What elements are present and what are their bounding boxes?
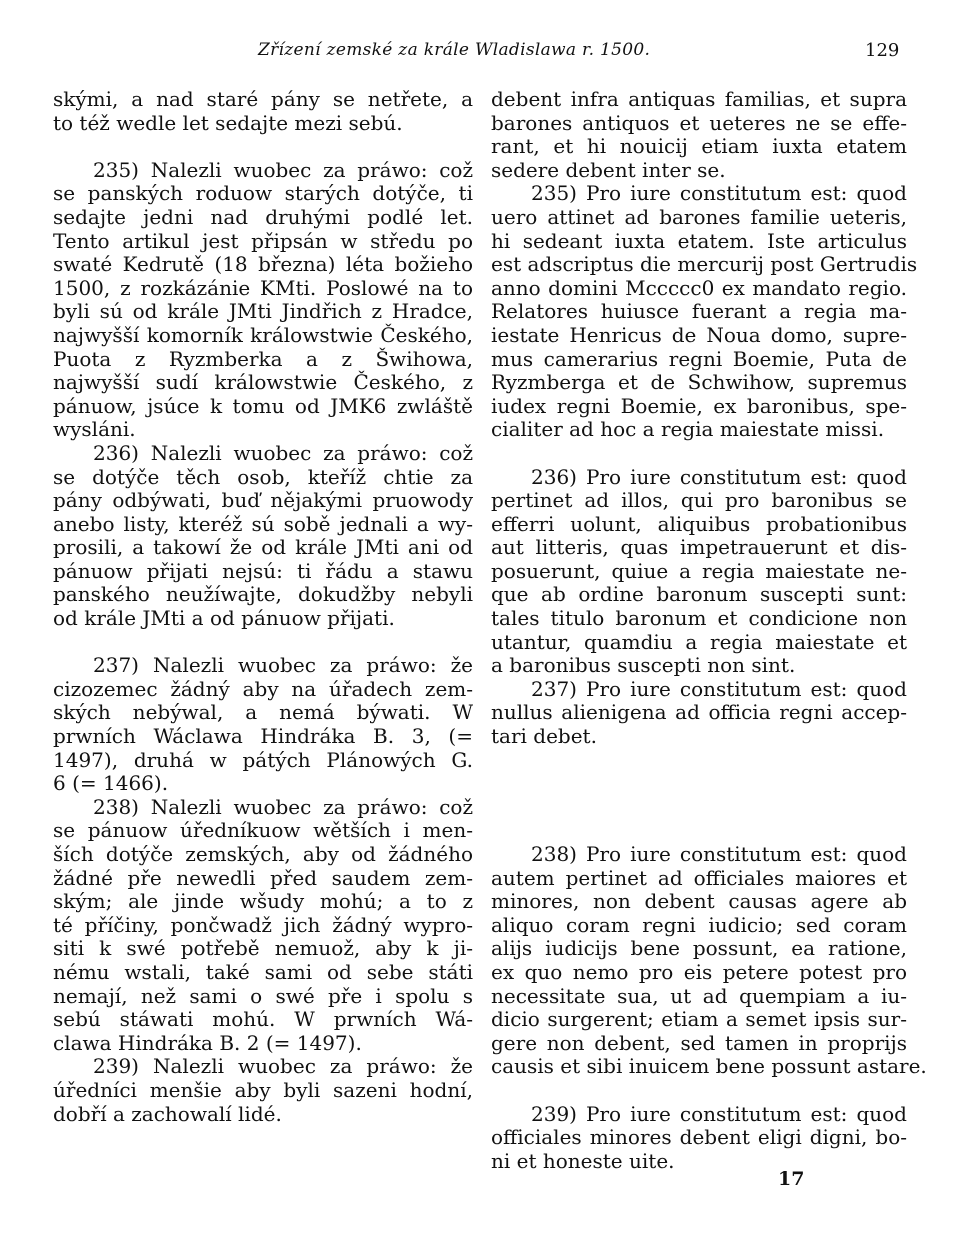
latin-text-spacer xyxy=(491,442,907,466)
czech-text-line: se panských roduow starých dotýče, ti xyxy=(53,181,473,206)
latin-text-line: iestate Henricus de Noua domo, supre- xyxy=(491,322,907,347)
czech-text-line: nemají, než sami o swé pře i spolu s xyxy=(53,983,473,1008)
latin-text-line: 236) Pro iure constitutum est: quod xyxy=(531,464,907,489)
czech-text-line: 239) Nalezli wuobec za práwo: že xyxy=(93,1054,473,1079)
czech-text-spacer xyxy=(53,631,473,655)
latin-text-line: debent infra antiquas familias, et supra xyxy=(491,87,907,111)
czech-text-line: od krále JMti a od pánuow přijati. xyxy=(53,606,395,631)
latin-text-line: minores, non debent causas agere ab xyxy=(491,889,907,914)
latin-text-line: cialiter ad hoc a regia maiestate missi. xyxy=(491,417,885,442)
latin-text-line: iudex regni Boemie, ex baronibus, spe- xyxy=(491,393,907,418)
czech-text-line: prwních Wáclawa Hindráka B. 3, (= xyxy=(53,724,473,749)
latin-text-spacer xyxy=(491,796,907,820)
czech-text-line: nému wstali, také sami od sebe státi xyxy=(53,959,473,984)
czech-text-line: se pánuow úředníkuow wětších i men- xyxy=(53,818,473,843)
czech-text-line: sedajte jedni nad druhými podlé let. xyxy=(53,204,473,229)
czech-text-line: anebo listy, kteréž sú sobě jednali a wy- xyxy=(53,511,473,536)
czech-text-line: dobří a zachowalí lidé. xyxy=(53,1101,282,1126)
latin-text-line: 237) Pro iure constitutum est: quod xyxy=(531,676,907,701)
latin-text-line: gere non debent, sed tamen in proprijs xyxy=(491,1030,907,1055)
czech-text-line: 236) Nalezli wuobec za práwo: což xyxy=(93,440,473,465)
czech-text-line: siti k swé potřebě nemuož, aby k ji- xyxy=(53,936,473,961)
latin-text-spacer xyxy=(491,819,907,843)
latin-text-line: ni et honeste uite. xyxy=(491,1148,675,1173)
page-number: 129 xyxy=(865,40,900,61)
latin-text-line: sedere debent inter se. xyxy=(491,157,726,182)
latin-text-line: utantur, quamdiu a regia maiestate et xyxy=(491,629,907,654)
czech-text-line: pánuow, jsúce k tomu od JMK6 zwláště xyxy=(53,393,473,418)
latin-text-line: pertinet ad illos, qui pro baronibus se xyxy=(491,488,907,513)
czech-text-line: 238) Nalezli wuobec za práwo: což xyxy=(93,794,473,819)
czech-text-line: 1497), druhá w pátých Plánowých G. xyxy=(53,747,473,772)
czech-text-spacer xyxy=(53,135,473,159)
latin-text-line: causis et sibi inuicem bene possunt astare. xyxy=(491,1054,927,1079)
czech-text-line: ších dotýče zemských, aby od žádného xyxy=(53,842,473,866)
latin-text-line: aliquo coram regni iudicio; sed coram xyxy=(491,912,907,937)
latin-text-spacer xyxy=(491,1079,907,1103)
czech-text-line: ským; ale jinde wšudy mohú; a to z xyxy=(53,889,473,914)
czech-text-line: úředníci menšie aby byli sazeni hodní, xyxy=(53,1077,473,1102)
latin-text-line: necessitate sua, ut ad quempiam a iu- xyxy=(491,983,907,1008)
latin-text-line: autem pertinet ad officiales maiores et xyxy=(491,865,907,890)
czech-text-line: najwyšší komorník králowstwie Českého, xyxy=(53,322,473,347)
latin-text-line: mus camerarius regni Boemie, Puta de xyxy=(491,346,907,371)
czech-text-line: Tento artikul jest připsán w středu po xyxy=(53,228,473,253)
czech-text-line: ských nebýwal, a nemá býwati. W xyxy=(53,700,473,725)
czech-text-column xyxy=(53,88,473,1126)
latin-text-line: officiales minores debent eligi digni, bo- xyxy=(491,1125,907,1150)
czech-text-line: 235) Nalezli wuobec za práwo: což xyxy=(93,157,473,182)
czech-text-line: to též wedle let sedajte mezi sebú. xyxy=(53,110,403,135)
latin-text-line: 238) Pro iure constitutum est: quod xyxy=(531,842,907,866)
latin-text-spacer xyxy=(491,749,907,773)
running-title: Zřízení zemské za krále Wladislawa r. 1500. xyxy=(258,40,651,60)
czech-text-line: clawa Hindráka B. 2 (= 1497). xyxy=(53,1030,362,1055)
czech-text-line: 1500, z rozkázánie KMti. Poslowé na to xyxy=(53,275,473,300)
latin-text-line: uero attinet ad barones familie ueteris, xyxy=(491,204,907,229)
latin-text-line: nullus alienigena ad officia regni accep- xyxy=(491,700,907,725)
latin-text-line: est adscriptus die mercurij post Gertrudis xyxy=(491,252,918,277)
latin-text-line: rant, et hi nouicij etiam iuxta etatem xyxy=(491,134,907,159)
latin-text-line: anno domini Mccccc0 ex mandato regio. xyxy=(491,275,907,300)
czech-text-line: se dotýče těch osob, kteříž chtie za xyxy=(53,464,473,489)
czech-text-line: swaté Kedrutě (18 března) léta božieho xyxy=(53,252,473,277)
czech-text-line: panského neužíwajte, dokudžby nebyli xyxy=(53,582,473,607)
czech-text-line: najwyšší sudí králowstwie Českého, z xyxy=(53,370,473,395)
latin-text-line: tales titulo baronum et condicione non xyxy=(491,606,907,631)
latin-text-line: aut litteris, quas impetrauerunt et dis- xyxy=(491,535,907,560)
latin-text-line: dicio surgerent; etiam a semet ipsis sur- xyxy=(491,1007,907,1032)
czech-text-line: byli sú od krále JMti Jindřich z Hradce, xyxy=(53,299,473,324)
latin-text-line: hi sedeant iuxta etatem. Iste articulus xyxy=(491,228,907,253)
czech-text-line: pánuow přijati nejsú: ti řádu a stawu xyxy=(53,558,473,583)
latin-text-line: que ab ordine baronum suscepti sunt: xyxy=(491,582,907,607)
latin-text-line: barones antiquos et ueteres ne se effe- xyxy=(491,110,907,135)
czech-text-line: sebú stáwati mohú. W prwních Wá- xyxy=(53,1007,473,1032)
latin-text-line: ex quo nemo pro eis petere potest pro xyxy=(491,959,907,984)
czech-text-line: 6 (= 1466). xyxy=(53,771,169,796)
latin-text-line: posuerunt, quiue a regia maiestate ne- xyxy=(491,558,907,583)
czech-text-line: wysláni. xyxy=(53,417,136,442)
czech-text-line: té příčiny, pončwadž jich žádný wypro- xyxy=(53,912,473,937)
czech-text-line: Puota z Ryzmberka a z Šwihowa, xyxy=(53,346,473,371)
czech-text-line: 237) Nalezli wuobec za práwo: že xyxy=(93,653,473,678)
latin-text-spacer xyxy=(491,772,907,796)
latin-text-line: 235) Pro iure constitutum est: quod xyxy=(531,181,907,206)
signature-mark: 17 xyxy=(778,1168,805,1190)
latin-text-line: 239) Pro iure constitutum est: quod xyxy=(531,1101,907,1126)
latin-text-line: alijs iudicijs bene possunt, ea ratione, xyxy=(491,936,907,961)
latin-text-line: a baronibus suscepti non sint. xyxy=(491,653,796,678)
czech-text-line: cizozemec žádný aby na úřadech zem- xyxy=(53,676,473,701)
latin-text-line: tari debet. xyxy=(491,724,597,749)
czech-text-line: skými, a nad staré pány se netřete, a xyxy=(53,87,473,111)
czech-text-line: pány odbýwati, buď nějakými pruowody xyxy=(53,488,473,513)
latin-text-line: efferri uolunt, aliquibus probationibus xyxy=(491,511,907,536)
latin-text-column xyxy=(491,87,927,1173)
czech-text-line: prosili, a takowí že od krále JMti ani od xyxy=(53,535,473,560)
latin-text-line: Relatores huiusce fuerant a regia ma- xyxy=(491,299,907,324)
czech-text-line: žádné pře newedli před saudem zem- xyxy=(53,865,473,890)
latin-text-line: Ryzmberga et de Schwihow, supremus xyxy=(491,370,907,395)
